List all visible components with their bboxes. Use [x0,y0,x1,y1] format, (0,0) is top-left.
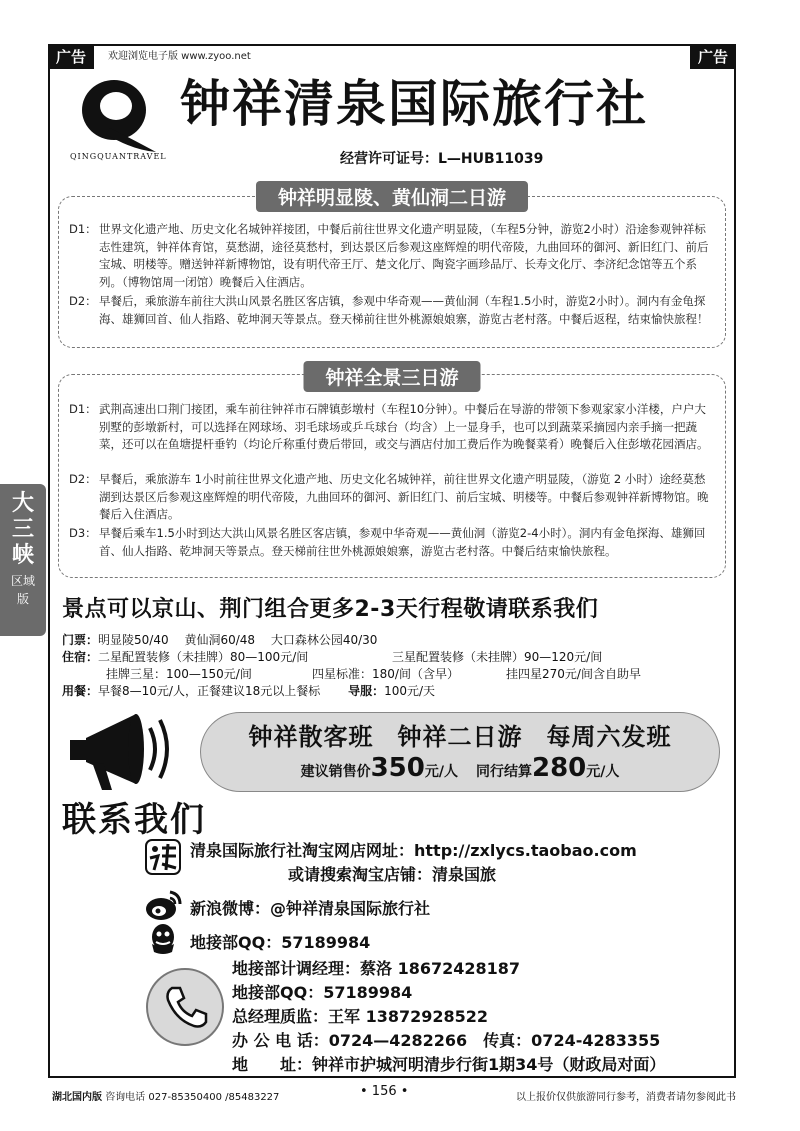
route-card-two-day [58,187,726,348]
day-text: 早餐后乘车1.5小时到达大洪山风景名胜区客店镇，参观中华奇观——黄仙洞（游览2-4小时）。洞内有金龟探海、雄狮回首、仙人指路、乾坤洞天等景点。登天梯前往世外桃源娘娘寨，游览古老村落。中餐后结束愉快旅程。 [99,526,706,558]
guide-label: 导服： [348,684,385,698]
trade-price: 280 [532,753,587,783]
promo-title-part: 钟祥二日游 [397,723,523,751]
weibo-icon [144,888,184,922]
meals-row [62,683,435,699]
combo-headline: 景点可以京山、荆门组合更多2-3天行程敬请联系我们 [62,597,599,622]
ticket-item: 大口森林公园40/30 [270,633,378,647]
ad-label-left: 广告 [48,44,94,69]
route-title: 钟祥明显陵、黄仙洞二日游 [256,181,528,212]
route-day [69,401,713,454]
office-phone-fax: 办 公 电 话：0724—4282266 传真：0724-4283355 [232,1031,661,1050]
meals-text: 早餐8—10元/人，正餐建议18元以上餐标 [98,684,321,698]
day-label: D1： [69,222,97,236]
promo-title-part: 每周六发班 [546,723,672,751]
side-tab-subtitle: 区域版 [10,574,35,606]
qq-icon [146,922,180,958]
lodging-option: 挂牌三星：100—150元/间 [106,667,252,681]
tickets-label: 门票： [62,633,99,647]
lodging-option: 二星配置装修（未挂牌）80—100元/间 [98,650,309,664]
contact-heading: 联系我们 [62,800,206,840]
day-text: 武荆高速出口荆门接团，乘车前往钟祥市石牌镇彭墩村（车程10分钟）。中餐后在导游的带领下参观家家小洋楼，户户大别墅的彭墩新村，可以选择在网球场、羽毛球场或乒乓球台（均含）上一显身手，也可以到蔬菜采摘园内亲手摘一把蔬菜，还可以在鱼塘提杆垂钓（均论斤称重付费后带回，或交与酒店付加工费后作为晚餐菜肴）晚餐后入住彭墩花园酒店。 [99,402,709,451]
day-label: D1： [69,402,97,416]
ticket-item: 明显陵50/40 [98,633,169,647]
promo-banner [200,712,720,792]
qq-number-2: 地接部QQ：57189984 [232,983,413,1002]
day-text: 早餐后，乘旅游车前往大洪山风景名胜区客店镇，参观中华奇观——黄仙洞（车程1.5小时，游览2小时）。洞内有金龟探海、雄狮回首、仙人指路、乾坤洞天等景点。登天梯前往世外桃源娘娘寨，游览古老村落。中餐后返程，结束愉快旅程！ [99,294,709,326]
day-label: D3： [69,526,97,540]
route-card-three-day [58,367,726,578]
lodging-option: 四星标准：180/间（含早） [312,667,459,681]
megaphone-icon [62,704,182,792]
ticket-item: 黄仙洞60/48 [184,633,256,647]
taobao-icon [144,838,182,876]
qq-number: 地接部QQ：57189984 [190,933,371,952]
logo-caption: QINGQUANTRAVEL [70,152,167,161]
edition-label: 湖北国内版 [52,1092,102,1103]
promo-price-row [201,753,719,783]
license-number: 经营许可证号：L—HUB11039 [340,151,544,167]
tickets-row [62,632,377,648]
footer-edition [52,1088,279,1103]
manager-contact: 地接部计调经理：蔡洛 18672428187 [232,959,521,978]
footer-disclaimer: 以上报价仅供旅游同行参考，消费者请勿参阅此书 [516,1092,736,1103]
retail-price: 350 [370,753,425,783]
guide-text: 100元/天 [384,684,436,698]
route-day [69,525,713,560]
phone-badge [146,968,224,1046]
address: 地 址：钟祥市护城河明清步行街1期34号（财政局对面） [232,1055,666,1074]
trade-unit: 元/人 [586,764,620,780]
promo-title-part: 钟祥散客班 [248,723,374,751]
lodging-row [62,649,308,665]
day-label: D2： [69,472,97,486]
side-tab-title: 大三峡 [11,490,34,568]
day-label: D2： [69,294,97,308]
agency-logo-icon [70,72,160,156]
promo-title [201,717,719,752]
website-url[interactable]: 欢迎浏览电子版 www.zyoo.net [108,51,251,62]
lodging-label: 住宿： [62,650,99,664]
lodging-option: 挂四星270元/间含自助早 [506,667,641,681]
retail-label: 建议销售价 [300,764,371,780]
retail-unit: 元/人 [424,764,458,780]
day-text: 世界文化遗产地、历史文化名城钟祥接团，中餐后前往世界文化遗产明显陵，（车程5分钟，游览2小时）沿途参观钟祥标志性建筑，钟祥体育馆，莫愁湖，途径莫愁村，到达景区后参观这座辉煌的明代帝陵，九曲回环的御河、新旧红门、前后宝城、明楼等。赠送钟祥新博物馆，设有明代帝王厅、楚文化厅、陶瓷字画珍品厅、长寿文化厅、李济纪念馆等五个系列。（博物馆周一闭馆）晚餐后入住酒店。 [99,222,709,289]
meals-label: 用餐： [62,684,99,698]
ad-label-right: 广告 [690,44,736,69]
lodging-option-b: 三星配置装修（未挂牌）90—120元/间 [392,650,603,664]
region-side-tab [0,484,46,636]
taobao-shop: 或请搜索淘宝店铺：清泉国旅 [288,865,497,884]
trade-label: 同行结算 [476,764,532,780]
taobao-url[interactable]: 清泉国际旅行社淘宝网店网址：http://zxlycs.taobao.com [190,841,637,860]
route-day [69,221,713,291]
phone-icon [162,982,212,1032]
page-number: • 156 • [360,1084,409,1099]
day-text: 早餐后，乘旅游车 1小时前往世界文化遗产地、历史文化名城钟祥，前往世界文化遗产明显陵，（游览 2 小时）途经莫愁湖到达景区后参观这座辉煌的明代帝陵，九曲回环的御河、新旧红门、前后宝城、明楼等。中餐后参观钟祥新博物馆。晚餐后入住酒店。 [99,472,709,521]
consult-phone: 咨询电话 027-85350400 /85483227 [105,1092,280,1103]
weibo-account: 新浪微博：@钟祥清泉国际旅行社 [190,899,431,918]
gm-contact: 总经理质监：王军 13872928522 [232,1007,489,1026]
route-day [69,293,713,328]
route-title: 钟祥全景三日游 [303,361,480,392]
agency-name: 钟祥清泉国际旅行社 [180,75,648,133]
route-day [69,471,713,524]
